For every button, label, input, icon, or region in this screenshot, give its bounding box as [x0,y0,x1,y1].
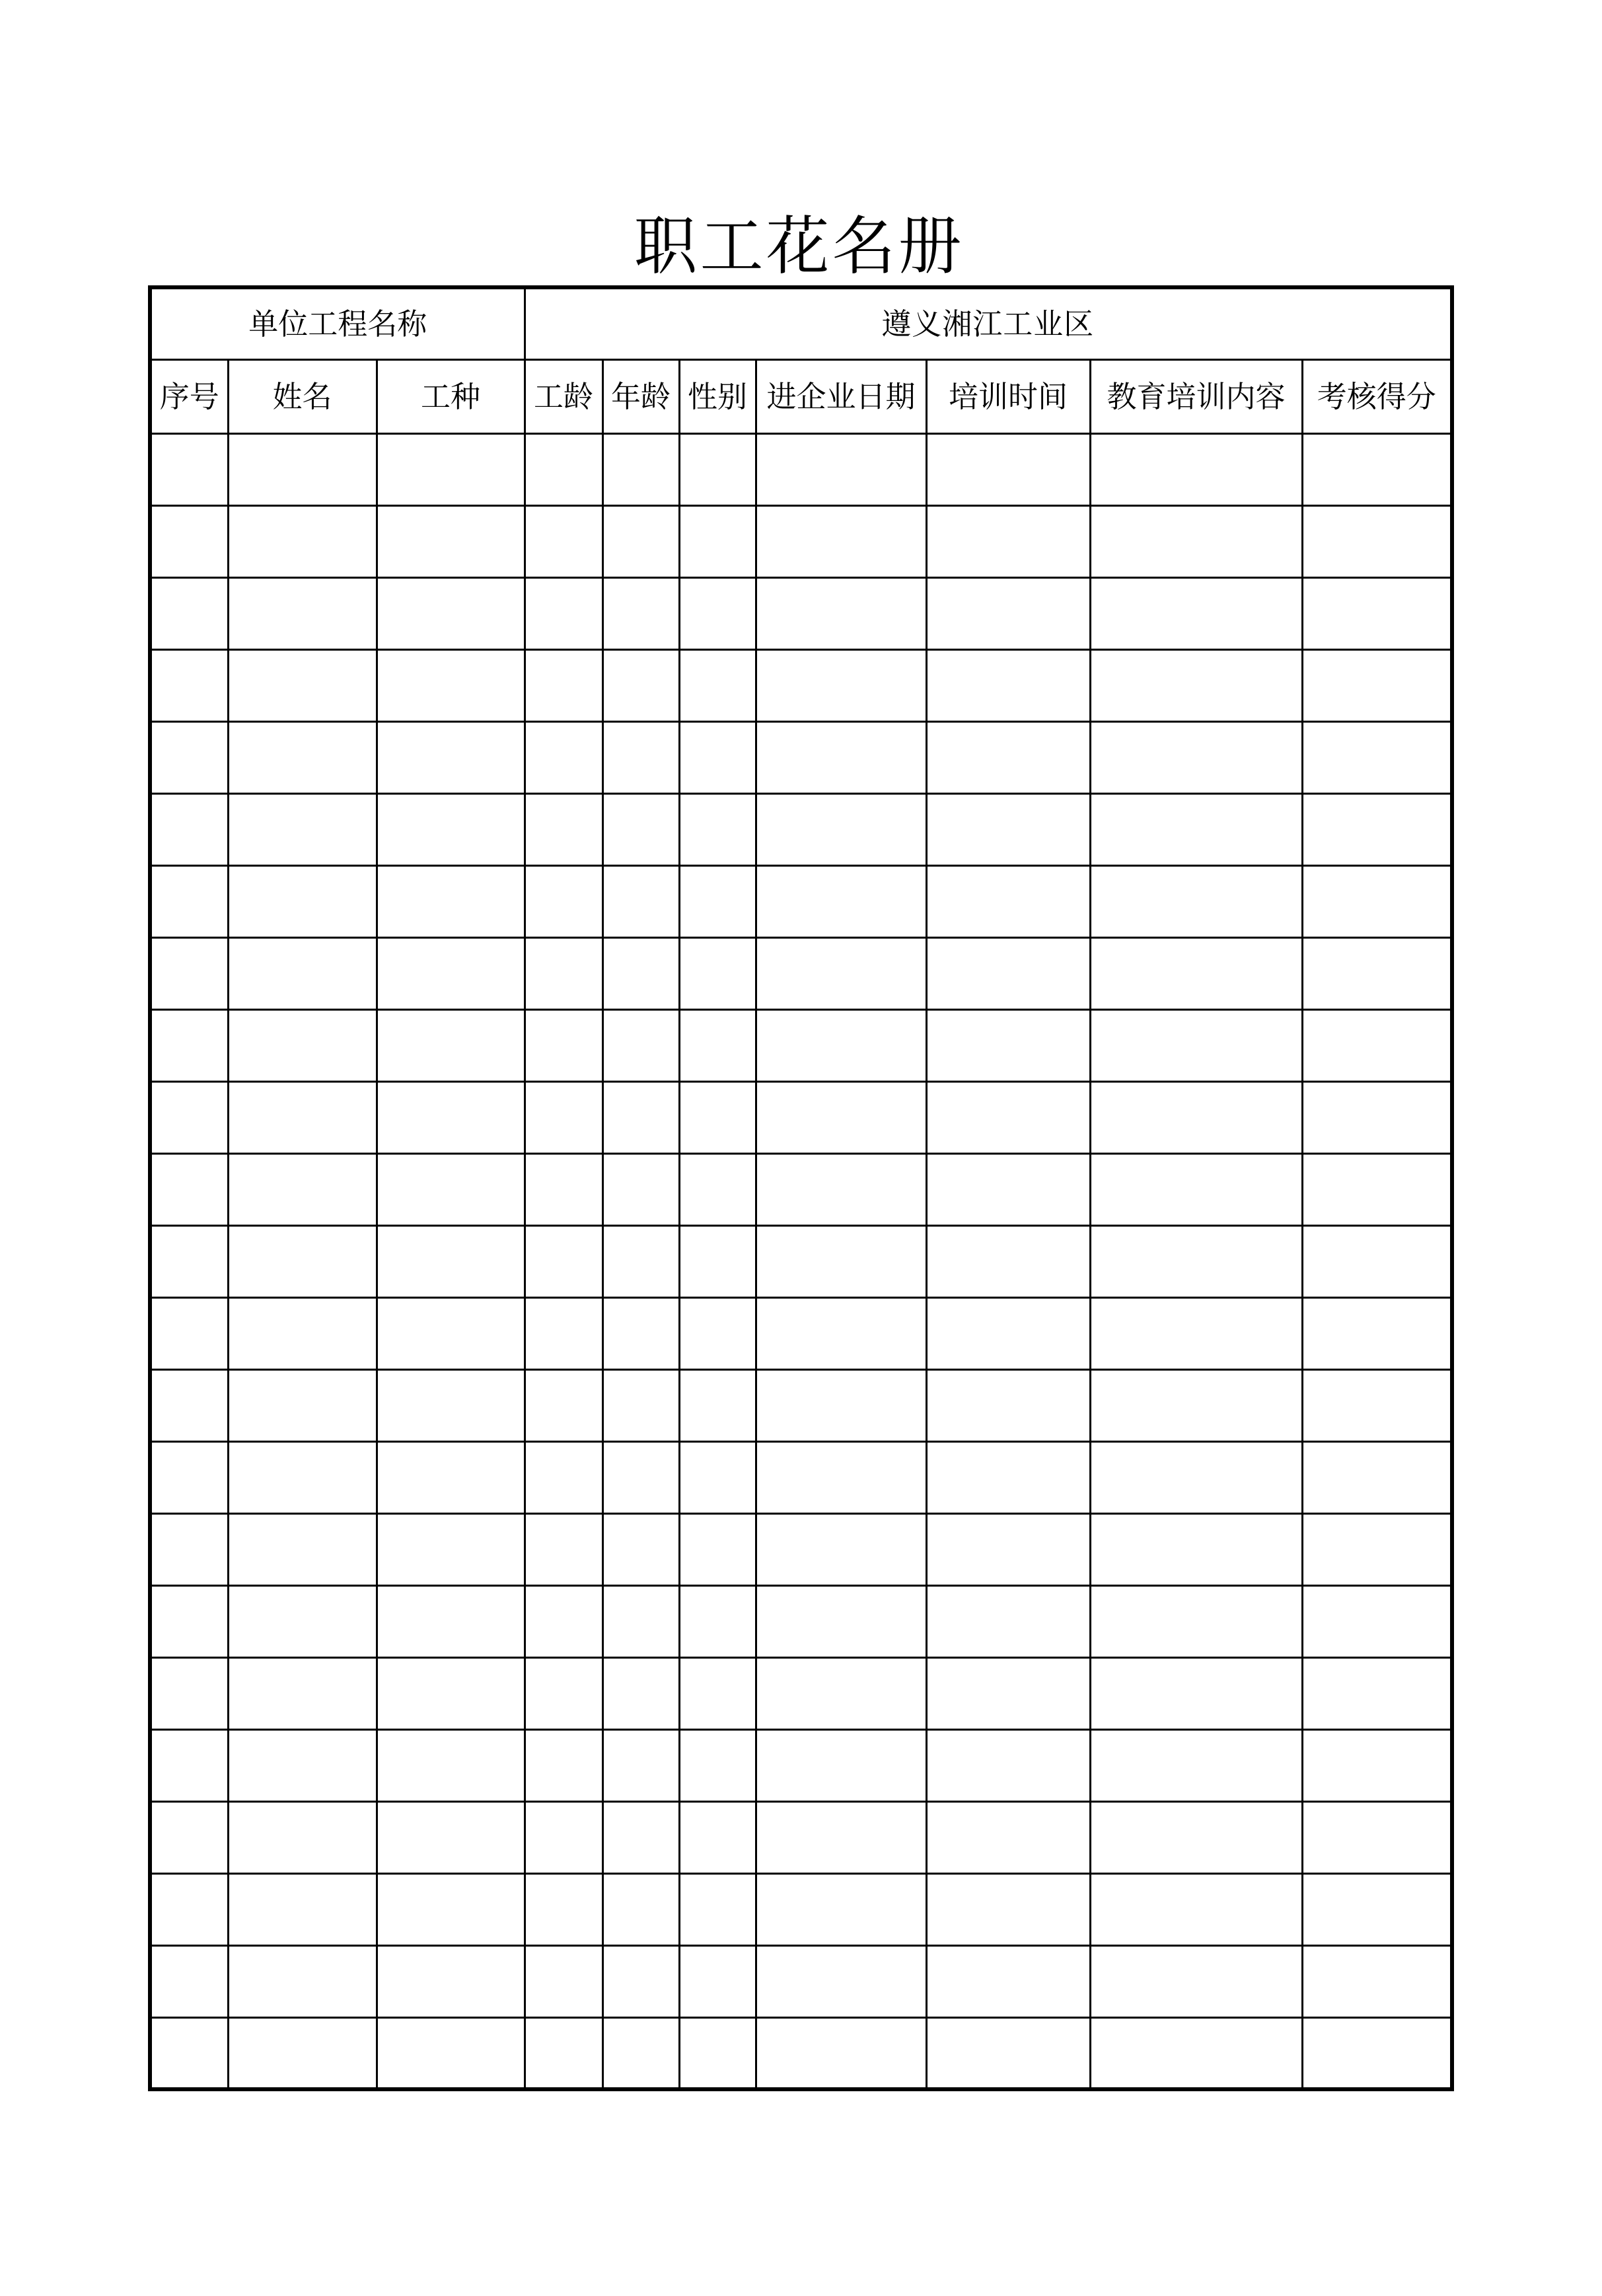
table-row [150,1729,1452,1801]
table-cell[interactable] [150,505,228,577]
table-cell[interactable] [228,793,377,865]
table-cell[interactable] [1090,793,1302,865]
table-cell[interactable] [1090,721,1302,793]
table-cell[interactable] [1090,1369,1302,1441]
table-cell[interactable] [377,649,525,721]
table-cell[interactable] [679,649,756,721]
table-cell[interactable] [228,1369,377,1441]
table-cell[interactable] [679,721,756,793]
column-header-score: 考核得分 [1302,359,1452,433]
table-cell[interactable] [228,1729,377,1801]
table-cell[interactable] [602,1729,679,1801]
table-cell[interactable] [1302,1657,1452,1729]
table-cell[interactable] [602,1585,679,1657]
table-cell[interactable] [377,1585,525,1657]
table-cell[interactable] [1090,505,1302,577]
table-cell[interactable] [377,793,525,865]
table-row [150,2017,1452,2089]
table-cell[interactable] [1302,1297,1452,1369]
table-cell[interactable] [525,1225,602,1297]
table-cell[interactable] [926,1153,1090,1225]
table-cell[interactable] [926,937,1090,1009]
table-cell[interactable] [756,1657,926,1729]
table-cell[interactable] [150,433,228,505]
table-cell[interactable] [1090,865,1302,937]
table-cell[interactable] [756,1369,926,1441]
table-cell[interactable] [150,1369,228,1441]
table-cell[interactable] [1090,1729,1302,1801]
table-cell[interactable] [150,721,228,793]
column-header-trade: 工种 [377,359,525,433]
table-cell[interactable] [1090,1513,1302,1585]
table-cell[interactable] [377,505,525,577]
table-cell[interactable] [1090,1081,1302,1153]
table-cell[interactable] [602,1225,679,1297]
unit-label: 单位工程名称 [150,287,525,359]
column-header-seq: 序号 [150,359,228,433]
table-cell[interactable] [525,1441,602,1513]
table-cell[interactable] [679,1081,756,1153]
table-cell[interactable] [377,721,525,793]
table-cell[interactable] [1302,433,1452,505]
table-cell[interactable] [926,865,1090,937]
table-cell[interactable] [377,1297,525,1369]
table-cell[interactable] [150,1513,228,1585]
table-cell[interactable] [756,793,926,865]
table-cell[interactable] [602,721,679,793]
table-cell[interactable] [926,1585,1090,1657]
table-cell[interactable] [602,1945,679,2017]
table-cell[interactable] [228,937,377,1009]
table-cell[interactable] [228,1873,377,1945]
table-cell[interactable] [1090,937,1302,1009]
table-cell[interactable] [756,1585,926,1657]
table-cell[interactable] [1090,1225,1302,1297]
table-cell[interactable] [602,1297,679,1369]
table-row [150,433,1452,505]
table-cell[interactable] [1302,1729,1452,1801]
column-header-join-date: 进企业日期 [756,359,926,433]
table-cell[interactable] [926,505,1090,577]
table-cell[interactable] [525,721,602,793]
table-cell[interactable] [1302,721,1452,793]
table-cell[interactable] [228,1441,377,1513]
table-cell[interactable] [228,2017,377,2089]
table-cell[interactable] [679,1657,756,1729]
table-cell[interactable] [756,1153,926,1225]
table-cell[interactable] [150,1297,228,1369]
table-row [150,1801,1452,1873]
column-header-training-time: 培训时间 [926,359,1090,433]
table-cell[interactable] [377,1369,525,1441]
table-cell[interactable] [525,1513,602,1585]
table-cell[interactable] [1090,1657,1302,1729]
table-cell[interactable] [150,1657,228,1729]
table-cell[interactable] [602,505,679,577]
table-cell[interactable] [926,1729,1090,1801]
table-cell[interactable] [377,2017,525,2089]
table-cell[interactable] [377,937,525,1009]
table-cell[interactable] [1302,793,1452,865]
table-cell[interactable] [525,1945,602,2017]
table-cell[interactable] [525,793,602,865]
table-cell[interactable] [228,865,377,937]
table-cell[interactable] [228,1801,377,1873]
table-cell[interactable] [926,433,1090,505]
table-cell[interactable] [756,1009,926,1081]
table-cell[interactable] [926,1801,1090,1873]
table-cell[interactable] [377,1945,525,2017]
table-cell[interactable] [926,793,1090,865]
table-row [150,793,1452,865]
table-cell[interactable] [926,577,1090,649]
table-cell[interactable] [926,1225,1090,1297]
table-cell[interactable] [679,1225,756,1297]
table-cell[interactable] [150,1441,228,1513]
table-cell[interactable] [602,1369,679,1441]
table-cell[interactable] [228,721,377,793]
table-cell[interactable] [679,2017,756,2089]
table-cell[interactable] [228,1657,377,1729]
table-cell[interactable] [756,2017,926,2089]
table-cell[interactable] [525,1009,602,1081]
table-cell[interactable] [1090,1297,1302,1369]
table-cell[interactable] [1090,1585,1302,1657]
table-cell[interactable] [525,1081,602,1153]
table-cell[interactable] [525,649,602,721]
table-cell[interactable] [756,1441,926,1513]
table-cell[interactable] [679,1441,756,1513]
table-cell[interactable] [525,505,602,577]
table-cell[interactable] [150,1081,228,1153]
table-row [150,721,1452,793]
table-cell[interactable] [150,1153,228,1225]
table-row [150,937,1452,1009]
table-cell[interactable] [1090,577,1302,649]
table-cell[interactable] [679,1153,756,1225]
table-cell[interactable] [1302,865,1452,937]
table-cell[interactable] [1302,1945,1452,2017]
table-cell[interactable] [756,577,926,649]
table-cell[interactable] [1302,1513,1452,1585]
table-cell[interactable] [756,1945,926,2017]
table-cell[interactable] [602,1081,679,1153]
table-cell[interactable] [525,433,602,505]
table-cell[interactable] [377,1081,525,1153]
table-row [150,1513,1452,1585]
table-cell[interactable] [756,937,926,1009]
table-cell[interactable] [1090,1873,1302,1945]
table-cell[interactable] [150,649,228,721]
table-cell[interactable] [1302,649,1452,721]
table-cell[interactable] [525,1873,602,1945]
table-cell[interactable] [1090,1153,1302,1225]
table-cell[interactable] [602,1801,679,1873]
table-cell[interactable] [377,1801,525,1873]
table-cell[interactable] [679,505,756,577]
table-cell[interactable] [525,1297,602,1369]
table-cell[interactable] [1090,1441,1302,1513]
table-cell[interactable] [525,1369,602,1441]
table-cell[interactable] [150,2017,228,2089]
table-cell[interactable] [679,1729,756,1801]
table-cell[interactable] [1302,1801,1452,1873]
table-cell[interactable] [602,433,679,505]
table-cell[interactable] [377,577,525,649]
table-cell[interactable] [926,1873,1090,1945]
table-cell[interactable] [1090,1009,1302,1081]
table-cell[interactable] [602,937,679,1009]
column-header-seniority: 工龄 [525,359,602,433]
table-cell[interactable] [377,865,525,937]
table-cell[interactable] [679,937,756,1009]
table-row [150,1153,1452,1225]
table-row [150,577,1452,649]
table-cell[interactable] [377,1729,525,1801]
table-cell[interactable] [679,1585,756,1657]
table-cell[interactable] [1302,1009,1452,1081]
column-header-training-content: 教育培训内容 [1090,359,1302,433]
table-cell[interactable] [602,865,679,937]
table-cell[interactable] [377,1873,525,1945]
table-cell[interactable] [679,1513,756,1585]
roster-table [148,285,1454,2091]
table-cell[interactable] [377,1153,525,1225]
table-cell[interactable] [926,721,1090,793]
table-cell[interactable] [228,1297,377,1369]
table-cell[interactable] [602,2017,679,2089]
table-cell[interactable] [150,577,228,649]
table-row [150,1297,1452,1369]
table-cell[interactable] [150,1873,228,1945]
table-cell[interactable] [377,1009,525,1081]
table-cell[interactable] [602,1441,679,1513]
table-cell[interactable] [525,2017,602,2089]
table-cell[interactable] [602,793,679,865]
table-cell[interactable] [525,1153,602,1225]
table-cell[interactable] [756,649,926,721]
table-cell[interactable] [228,649,377,721]
table-cell[interactable] [756,865,926,937]
table-cell[interactable] [926,1297,1090,1369]
table-cell[interactable] [1090,2017,1302,2089]
table-row [150,505,1452,577]
table-cell[interactable] [1302,505,1452,577]
table-cell[interactable] [926,1945,1090,2017]
table-cell[interactable] [602,1513,679,1585]
table-cell[interactable] [926,649,1090,721]
column-header-age: 年龄 [602,359,679,433]
table-cell[interactable] [926,1369,1090,1441]
table-cell[interactable] [228,1153,377,1225]
table-cell[interactable] [525,1585,602,1657]
table-cell[interactable] [1302,1441,1452,1513]
table-cell[interactable] [228,1513,377,1585]
table-cell[interactable] [756,1081,926,1153]
table-cell[interactable] [228,1585,377,1657]
table-row [150,1441,1452,1513]
table-cell[interactable] [926,1081,1090,1153]
table-cell[interactable] [150,937,228,1009]
table-cell[interactable] [1302,577,1452,649]
table-cell[interactable] [756,1513,926,1585]
table-cell[interactable] [150,1225,228,1297]
table-cell[interactable] [228,1225,377,1297]
table-cell[interactable] [602,1153,679,1225]
table-row [150,1657,1452,1729]
table-cell[interactable] [679,1945,756,2017]
table-cell[interactable] [756,1801,926,1873]
table-cell[interactable] [150,1009,228,1081]
table-cell[interactable] [679,1369,756,1441]
table-cell[interactable] [150,1585,228,1657]
table-cell[interactable] [1302,2017,1452,2089]
table-cell[interactable] [1302,1585,1452,1657]
table-cell[interactable] [377,1657,525,1729]
table-row [150,1081,1452,1153]
table-cell[interactable] [1302,1153,1452,1225]
table-cell[interactable] [679,1297,756,1369]
table-cell[interactable] [1090,1945,1302,2017]
table-cell[interactable] [377,433,525,505]
table-cell[interactable] [377,1441,525,1513]
table-cell[interactable] [525,937,602,1009]
table-cell[interactable] [228,577,377,649]
table-row [150,1369,1452,1441]
table-cell[interactable] [228,1081,377,1153]
table-cell[interactable] [1302,937,1452,1009]
table-cell[interactable] [602,1657,679,1729]
table-cell[interactable] [1302,1225,1452,1297]
table-cell[interactable] [1090,1801,1302,1873]
table-cell[interactable] [1302,1081,1452,1153]
table-cell[interactable] [602,649,679,721]
table-cell[interactable] [756,433,926,505]
table-cell[interactable] [756,1225,926,1297]
table-row [150,1873,1452,1945]
table-cell[interactable] [228,433,377,505]
table-cell[interactable] [756,721,926,793]
table-cell[interactable] [926,2017,1090,2089]
table-cell[interactable] [1090,433,1302,505]
table-cell[interactable] [1302,1873,1452,1945]
table-row [150,1225,1452,1297]
table-cell[interactable] [926,1441,1090,1513]
table-cell[interactable] [228,1009,377,1081]
table-cell[interactable] [679,1801,756,1873]
column-header-gender: 性别 [679,359,756,433]
table-row [150,1585,1452,1657]
table-cell[interactable] [377,1513,525,1585]
table-cell[interactable] [150,1729,228,1801]
table-cell[interactable] [525,1729,602,1801]
table-cell[interactable] [525,865,602,937]
table-cell[interactable] [525,577,602,649]
unit-value: 遵义湘江工业区 [525,287,1452,359]
table-cell[interactable] [602,577,679,649]
table-cell[interactable] [756,505,926,577]
table-cell[interactable] [679,1873,756,1945]
table-cell[interactable] [679,577,756,649]
table-cell[interactable] [756,1873,926,1945]
table-cell[interactable] [926,1657,1090,1729]
table-cell[interactable] [228,505,377,577]
table-cell[interactable] [602,1009,679,1081]
table-cell[interactable] [926,1513,1090,1585]
table-cell[interactable] [525,1801,602,1873]
table-cell[interactable] [679,433,756,505]
table-cell[interactable] [756,1297,926,1369]
table-cell[interactable] [1302,1369,1452,1441]
page-title: 职工花名册 [634,209,965,283]
table-cell[interactable] [679,793,756,865]
table-row [150,865,1452,937]
table-cell[interactable] [150,865,228,937]
table-cell[interactable] [679,1009,756,1081]
table-row [150,1009,1452,1081]
table-cell[interactable] [228,1945,377,2017]
table-cell[interactable] [926,1009,1090,1081]
unit-row [150,287,1452,359]
table-row [150,1945,1452,2017]
table-cell[interactable] [756,1729,926,1801]
table-cell[interactable] [525,1657,602,1729]
header-row [150,359,1452,433]
table-row [150,649,1452,721]
table-cell[interactable] [602,1873,679,1945]
table-cell[interactable] [377,1225,525,1297]
table-cell[interactable] [150,793,228,865]
column-header-name: 姓名 [228,359,377,433]
table-cell[interactable] [150,1945,228,2017]
table-cell[interactable] [150,1801,228,1873]
table-cell[interactable] [679,865,756,937]
table-cell[interactable] [1090,649,1302,721]
